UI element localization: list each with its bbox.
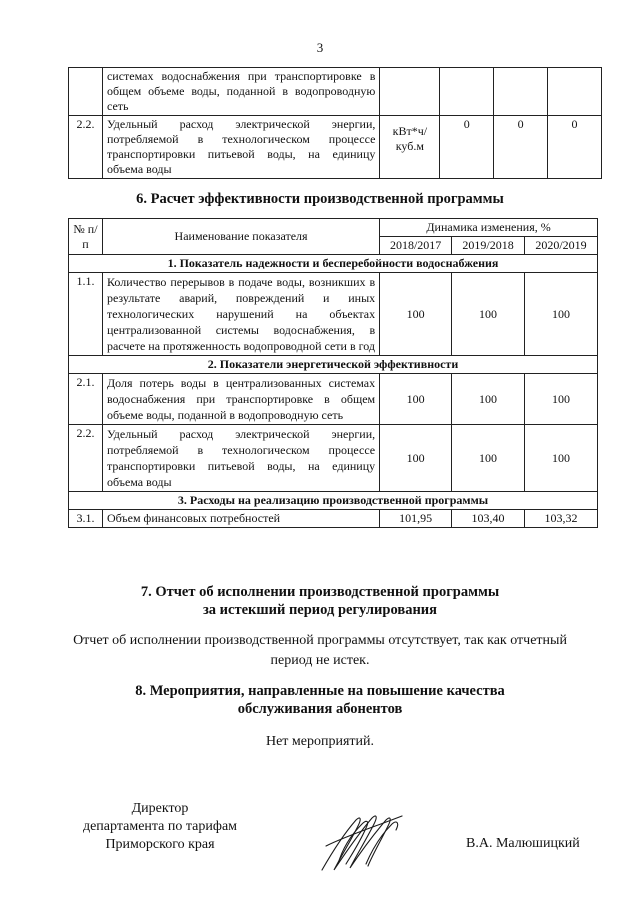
value-cell bbox=[440, 68, 494, 116]
table-row bbox=[69, 510, 598, 528]
continuation-table bbox=[68, 67, 602, 179]
group-title: 1. Показатель надежности и бесперебойности водоснабжения bbox=[69, 255, 598, 273]
signatory-line: департамента по тарифам bbox=[82, 819, 238, 834]
value-cell: 0 bbox=[494, 116, 548, 179]
row-number: 3.1. bbox=[69, 510, 103, 528]
section-7-title-line2: за истекший период регулирования bbox=[202, 602, 438, 618]
row-number bbox=[69, 68, 103, 116]
indicator-name: Количество перерывов в подаче воды, возникших в результате аварий, повреждений и иных технологических нарушений на объектах централизованной системы водоснабжения, в расчете на протяженность водопроводной сети в год bbox=[102, 273, 379, 356]
header-num: № п/п bbox=[69, 219, 103, 255]
unit-cell bbox=[380, 68, 440, 116]
indicator-name: Объем финансовых потребностей bbox=[102, 510, 379, 528]
signatory-line: Приморского края bbox=[105, 837, 215, 852]
table-header-row bbox=[69, 219, 598, 237]
value-cell: 103,32 bbox=[525, 510, 598, 528]
group-title: 2. Показатели энергетической эффективности bbox=[69, 356, 598, 374]
signatory-line: Директор bbox=[131, 801, 189, 816]
value-cell: 100 bbox=[452, 425, 525, 492]
section-6-title: 6. Расчет эффективности производственной программы bbox=[136, 191, 504, 207]
section-7-text: Отчет об исполнении производственной программы отсутствует, так как отчетный период не истек. bbox=[73, 633, 567, 668]
row-number: 2.2. bbox=[69, 116, 103, 179]
row-number: 2.2. bbox=[69, 425, 103, 492]
table-row bbox=[69, 116, 602, 179]
indicator-name: Доля потерь воды в централизованных системах водоснабжения при транспортировке в общем объеме воды, поданной в водопроводную сеть bbox=[102, 374, 379, 425]
signatory-position bbox=[70, 800, 250, 854]
unit-cell: кВт*ч/куб.м bbox=[380, 116, 440, 179]
header-year: 2019/2018 bbox=[452, 237, 525, 255]
value-cell: 100 bbox=[380, 425, 452, 492]
group-row bbox=[69, 255, 598, 273]
group-title: 3. Расходы на реализацию производственной программы bbox=[69, 492, 598, 510]
section-8-title-line2: обслуживания абонентов bbox=[237, 701, 403, 717]
efficiency-table bbox=[68, 218, 598, 528]
value-cell: 100 bbox=[452, 374, 525, 425]
value-cell: 100 bbox=[380, 273, 452, 356]
section-8-text: Нет мероприятий. bbox=[265, 734, 375, 749]
section-8-title-line1: 8. Мероприятия, направленные на повышение качества bbox=[135, 683, 505, 699]
handwritten-signature bbox=[316, 806, 408, 878]
value-cell: 100 bbox=[452, 273, 525, 356]
table-row bbox=[69, 68, 602, 116]
header-dynamics: Динамика изменения, % bbox=[380, 219, 598, 237]
value-cell: 100 bbox=[525, 374, 598, 425]
value-cell bbox=[548, 68, 602, 116]
value-cell: 0 bbox=[440, 116, 494, 179]
table-row bbox=[69, 425, 598, 492]
indicator-name: Удельный расход электрической энергии, потребляемой в технологическом процессе транспортировки питьевой воды, на единицу объема воды bbox=[102, 425, 379, 492]
table-row bbox=[69, 273, 598, 356]
value-cell: 100 bbox=[525, 273, 598, 356]
group-row bbox=[69, 492, 598, 510]
group-row bbox=[69, 356, 598, 374]
value-cell: 100 bbox=[525, 425, 598, 492]
indicator-name: системах водоснабжения при транспортировке в общем объеме воды, поданной в водопроводную сеть bbox=[102, 68, 379, 116]
table-row bbox=[69, 374, 598, 425]
value-cell: 103,40 bbox=[452, 510, 525, 528]
header-year: 2020/2019 bbox=[525, 237, 598, 255]
value-cell: 101,95 bbox=[380, 510, 452, 528]
indicator-name: Удельный расход электрической энергии, потребляемой в технологическом процессе транспортировки питьевой воды, на единицу объема воды bbox=[102, 116, 379, 179]
value-cell bbox=[494, 68, 548, 116]
value-cell: 100 bbox=[380, 374, 452, 425]
value-cell: 0 bbox=[548, 116, 602, 179]
section-7-title-line1: 7. Отчет об исполнении производственной программы bbox=[140, 584, 500, 600]
header-year: 2018/2017 bbox=[380, 237, 452, 255]
header-name: Наименование показателя bbox=[102, 219, 379, 255]
row-number: 1.1. bbox=[69, 273, 103, 356]
row-number: 2.1. bbox=[69, 374, 103, 425]
signatory-name: В.А. Малюшицкий bbox=[466, 836, 580, 851]
page-number: 3 bbox=[316, 40, 324, 55]
